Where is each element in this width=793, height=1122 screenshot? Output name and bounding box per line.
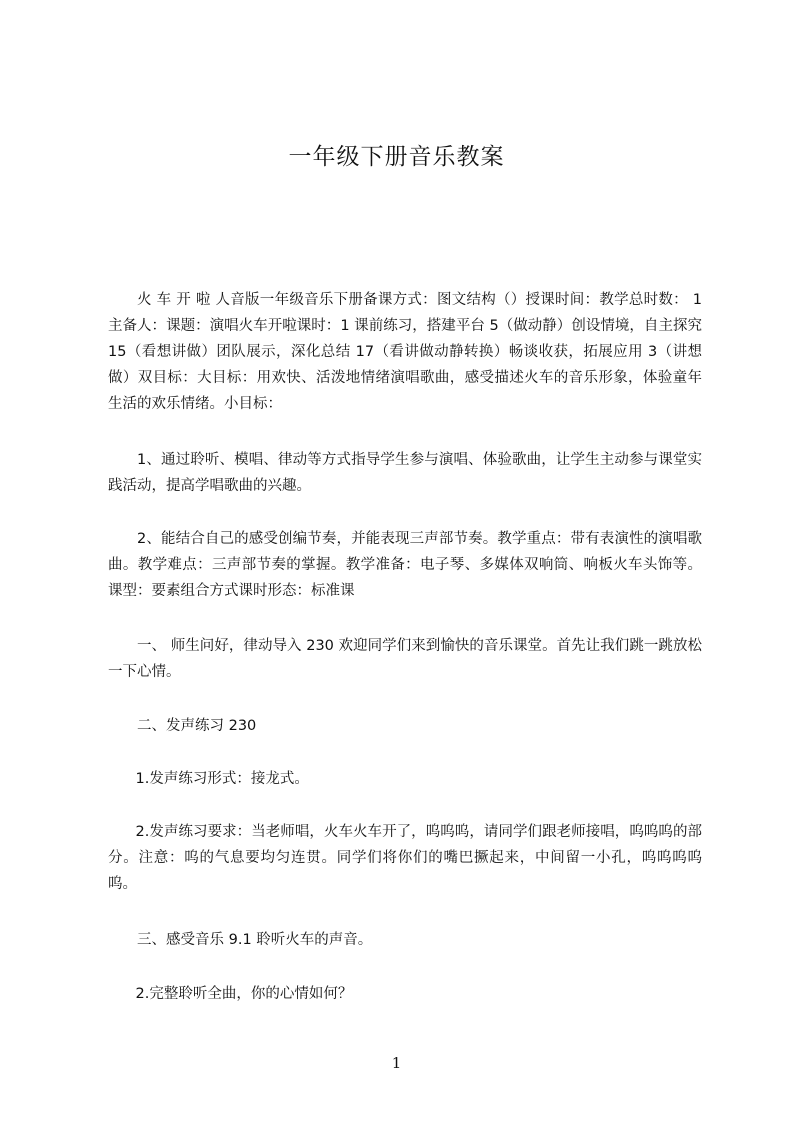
page-number: 1: [391, 1054, 402, 1072]
document-title: 一年级下册音乐教案: [288, 144, 505, 170]
paragraph-objective-2: [108, 526, 702, 604]
paragraph-vocal-form: [108, 766, 702, 792]
paragraph-text: 一、 师生问好，律动导入 230 欢迎同学们来到愉快的音乐课堂。首先让我们跳一跳放松一下心情。: [108, 638, 702, 680]
paragraph-text: 二、发声练习 230: [137, 718, 257, 734]
paragraph-text: 火 车 开 啦 人音版一年级音乐下册备课方式：图文结构（）授课时间：教学总时数： 1 主备人：课题：演唱火车开啦课时：1 课前练习，搭建平台 5（做动静）创设情境，自主探究 15（看想讲做）团队展示，深化总结 17（看讲做动静转换）畅谈收获，拓展应用 3（讲想做）双目标：大目标：用欢快、活泼地情绪演唱歌曲，感受描述火车的音乐形象，体验童年生活的欢乐情绪。小目标：: [108, 292, 702, 412]
paragraph-text: 1.发声练习形式：接龙式。: [135, 771, 309, 787]
paragraph-text: 1、通过聆听、模唱、律动等方式指导学生参与演唱、体验歌曲，让学生主动参与课堂实践活动，提高学唱歌曲的兴趣。: [108, 452, 702, 494]
paragraph-text: 2、能结合自己的感受创编节奏，并能表现三声部节奏。教学重点：带有表演性的演唱歌曲。教学难点：三声部节奏的掌握。教学准备：电子琴、多媒体双响筒、响板火车头饰等。课型：要素组合方式课时形态：标准课: [108, 531, 702, 599]
paragraph-text: 三、感受音乐 9.1 聆听火车的声音。: [137, 932, 373, 948]
paragraph-listen-question: [108, 981, 702, 1007]
paragraph-text: 2.完整聆听全曲，你的心情如何？: [135, 986, 353, 1002]
paragraph-text: 2.发声练习要求：当老师唱，火车火车开了，呜呜呜，请同学们跟老师接唱，呜呜呜的部分。注意：呜的气息要均匀连贯。同学们将你们的嘴巴撅起来，中间留一小孔，呜呜呜呜呜。: [108, 824, 702, 892]
paragraph-section-1: [108, 633, 702, 685]
paragraph-section-3-heading: [108, 927, 702, 953]
paragraph-section-2-heading: [108, 713, 702, 739]
paragraph-objective-1: [108, 447, 702, 499]
paragraph-vocal-requirements: [108, 819, 702, 897]
paragraph-lesson-overview: [108, 287, 702, 417]
